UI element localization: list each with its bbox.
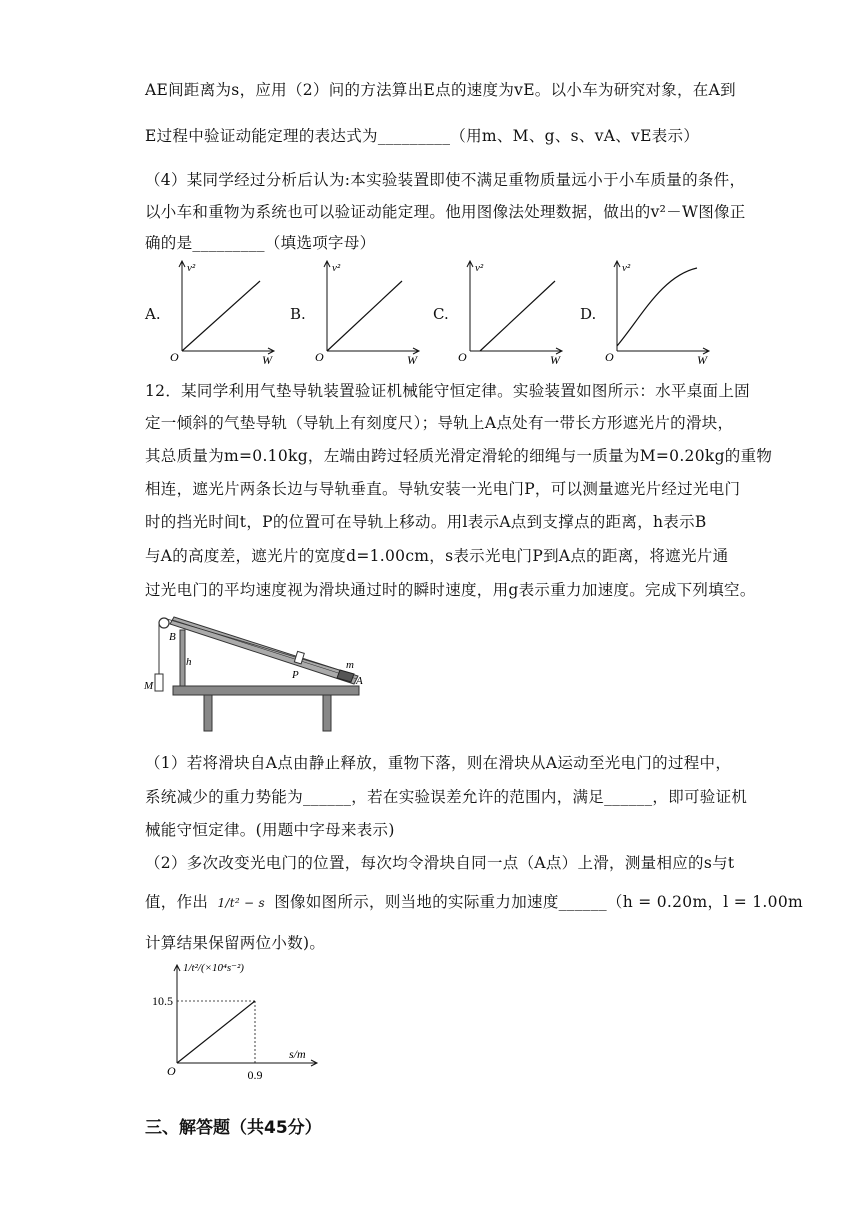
q11-part4-line-2: 以小车和重物为系统也可以验证动能定理。他用图像法处理数据，做出的v²－W图像正 bbox=[145, 203, 746, 221]
origin-label: O bbox=[458, 350, 467, 364]
q12-part2-line-2 bbox=[145, 890, 803, 912]
q12-line-6: 与A的高度差，遮光片的宽度d=1.00cm，s表示光电门P到A点的距离，将遮光片通 bbox=[145, 547, 729, 565]
graph-curve bbox=[617, 268, 697, 346]
option-label-a: A. bbox=[145, 305, 161, 323]
label-m: m bbox=[346, 659, 354, 671]
option-label-b: B. bbox=[290, 305, 306, 323]
q12-fraction-expr: 1/t² − s bbox=[217, 896, 265, 910]
label-P: P bbox=[292, 669, 299, 681]
option-graph-a bbox=[170, 256, 290, 366]
q12-part2-line-3: 计算结果保留两位小数)。 bbox=[145, 934, 326, 952]
x-axis-label: W bbox=[550, 353, 560, 366]
x-axis-label: W bbox=[407, 353, 417, 366]
slider bbox=[337, 670, 354, 682]
q12-line-7: 过光电门的平均速度视为滑块通过时的瞬时速度，用g表示重力加速度。完成下列填空。 bbox=[145, 581, 756, 599]
q11-part4-line-3: 确的是_________（填选项字母） bbox=[145, 234, 376, 252]
option-graph-d bbox=[605, 256, 725, 366]
option-label-d: D. bbox=[580, 305, 597, 323]
option-graph-b bbox=[315, 256, 435, 366]
q12-part2-prefix: 值，作出 bbox=[145, 893, 209, 911]
series-line bbox=[177, 1001, 255, 1063]
y-axis-label: 1/t²/(×10⁴s⁻²) bbox=[183, 962, 244, 974]
axes bbox=[179, 261, 274, 354]
q12-part2-line-1: （2）多次改变光电门的位置，每次均令滑块自同一点（A点）上滑，测量相应的s与t bbox=[145, 854, 735, 872]
label-A: A bbox=[356, 675, 363, 687]
table-leg-right bbox=[323, 695, 331, 731]
q12-line-3: 其总质量为m=0.10kg，左端由跨过轻质光滑定滑轮的细绳与一质量为M=0.20kg的重物 bbox=[145, 447, 773, 465]
axes bbox=[467, 261, 562, 354]
x-axis-label: W bbox=[697, 353, 707, 366]
y-axis-label: v² bbox=[475, 262, 484, 274]
q12-part1-line-3: 械能守恒定律。(用题中字母来表示) bbox=[145, 821, 395, 839]
y-axis-label: v² bbox=[332, 262, 341, 274]
air-track bbox=[170, 617, 358, 684]
label-h: h bbox=[186, 656, 192, 668]
q12-part2-suffix: 图像如图所示，则当地的实际重力加速度______（h = 0.20m，l = 1.00m bbox=[274, 893, 803, 911]
origin-label: O bbox=[167, 1064, 176, 1078]
label-B: B bbox=[169, 631, 176, 643]
weight-M bbox=[155, 674, 163, 691]
q12-part1-line-1: （1）若将滑块自A点由静止释放，重物下落，则在滑块从A运动至光电门的过程中， bbox=[145, 754, 732, 772]
origin-label: O bbox=[315, 350, 324, 364]
graph-curve bbox=[327, 281, 402, 351]
option-label-c: C. bbox=[433, 305, 449, 323]
table-leg-left bbox=[204, 695, 212, 731]
apparatus-figure bbox=[140, 612, 370, 737]
q12-line-2: 定一倾斜的气垫导轨（导轨上有刻度尺）；导轨上A点处有一带长方形遮光片的滑块， bbox=[145, 414, 734, 432]
graph-curve bbox=[182, 281, 260, 351]
support-post bbox=[180, 630, 185, 686]
axes bbox=[614, 261, 709, 354]
label-M: M bbox=[144, 680, 154, 692]
q11-text-line-1: AE间距离为s，应用（2）问的方法算出E点的速度为vE。以小车为研究对象，在A到 bbox=[145, 81, 736, 99]
x-axis-label: s/m bbox=[289, 1047, 306, 1061]
origin-label: O bbox=[605, 350, 614, 364]
x-axis-label: W bbox=[262, 353, 272, 366]
section-title: 三、解答题（共45分） bbox=[145, 1118, 322, 1138]
y-axis bbox=[174, 965, 180, 1063]
option-graph-c bbox=[458, 256, 578, 366]
origin-label: O bbox=[170, 350, 179, 364]
q12-line-5: 时的挡光时间t，P的位置可在导轨上移动。用l表示A点到支撑点的距离，h表示B bbox=[145, 513, 707, 531]
table-top bbox=[173, 686, 359, 695]
q12-line-4: 相连，遮光片两条长边与导轨垂直。导轨安装一光电门P，可以测量遮光片经过光电门 bbox=[145, 480, 741, 498]
x-tick-label: 0.9 bbox=[247, 1068, 263, 1082]
q11-part4-line-1: （4）某同学经过分析后认为:本实验装置即使不满足重物质量远小于小车质量的条件， bbox=[145, 171, 746, 189]
y-axis-label: v² bbox=[187, 262, 196, 274]
inv-t2-vs-s-chart bbox=[140, 955, 340, 1085]
y-axis-label: v² bbox=[622, 262, 631, 274]
y-tick-label: 10.5 bbox=[152, 994, 173, 1008]
q12-part1-line-2: 系统减少的重力势能为______，若在实验误差允许的范围内，满足______，即可验证机 bbox=[145, 788, 748, 806]
q12-line-1: 12．某同学利用气垫导轨装置验证机械能守恒定律。实验装置如图所示：水平桌面上固 bbox=[145, 382, 750, 400]
q11-text-line-2: E过程中验证动能定理的表达式为_________（用m、M、g、s、vA、vE表示） bbox=[145, 127, 700, 145]
graph-curve bbox=[480, 281, 555, 351]
